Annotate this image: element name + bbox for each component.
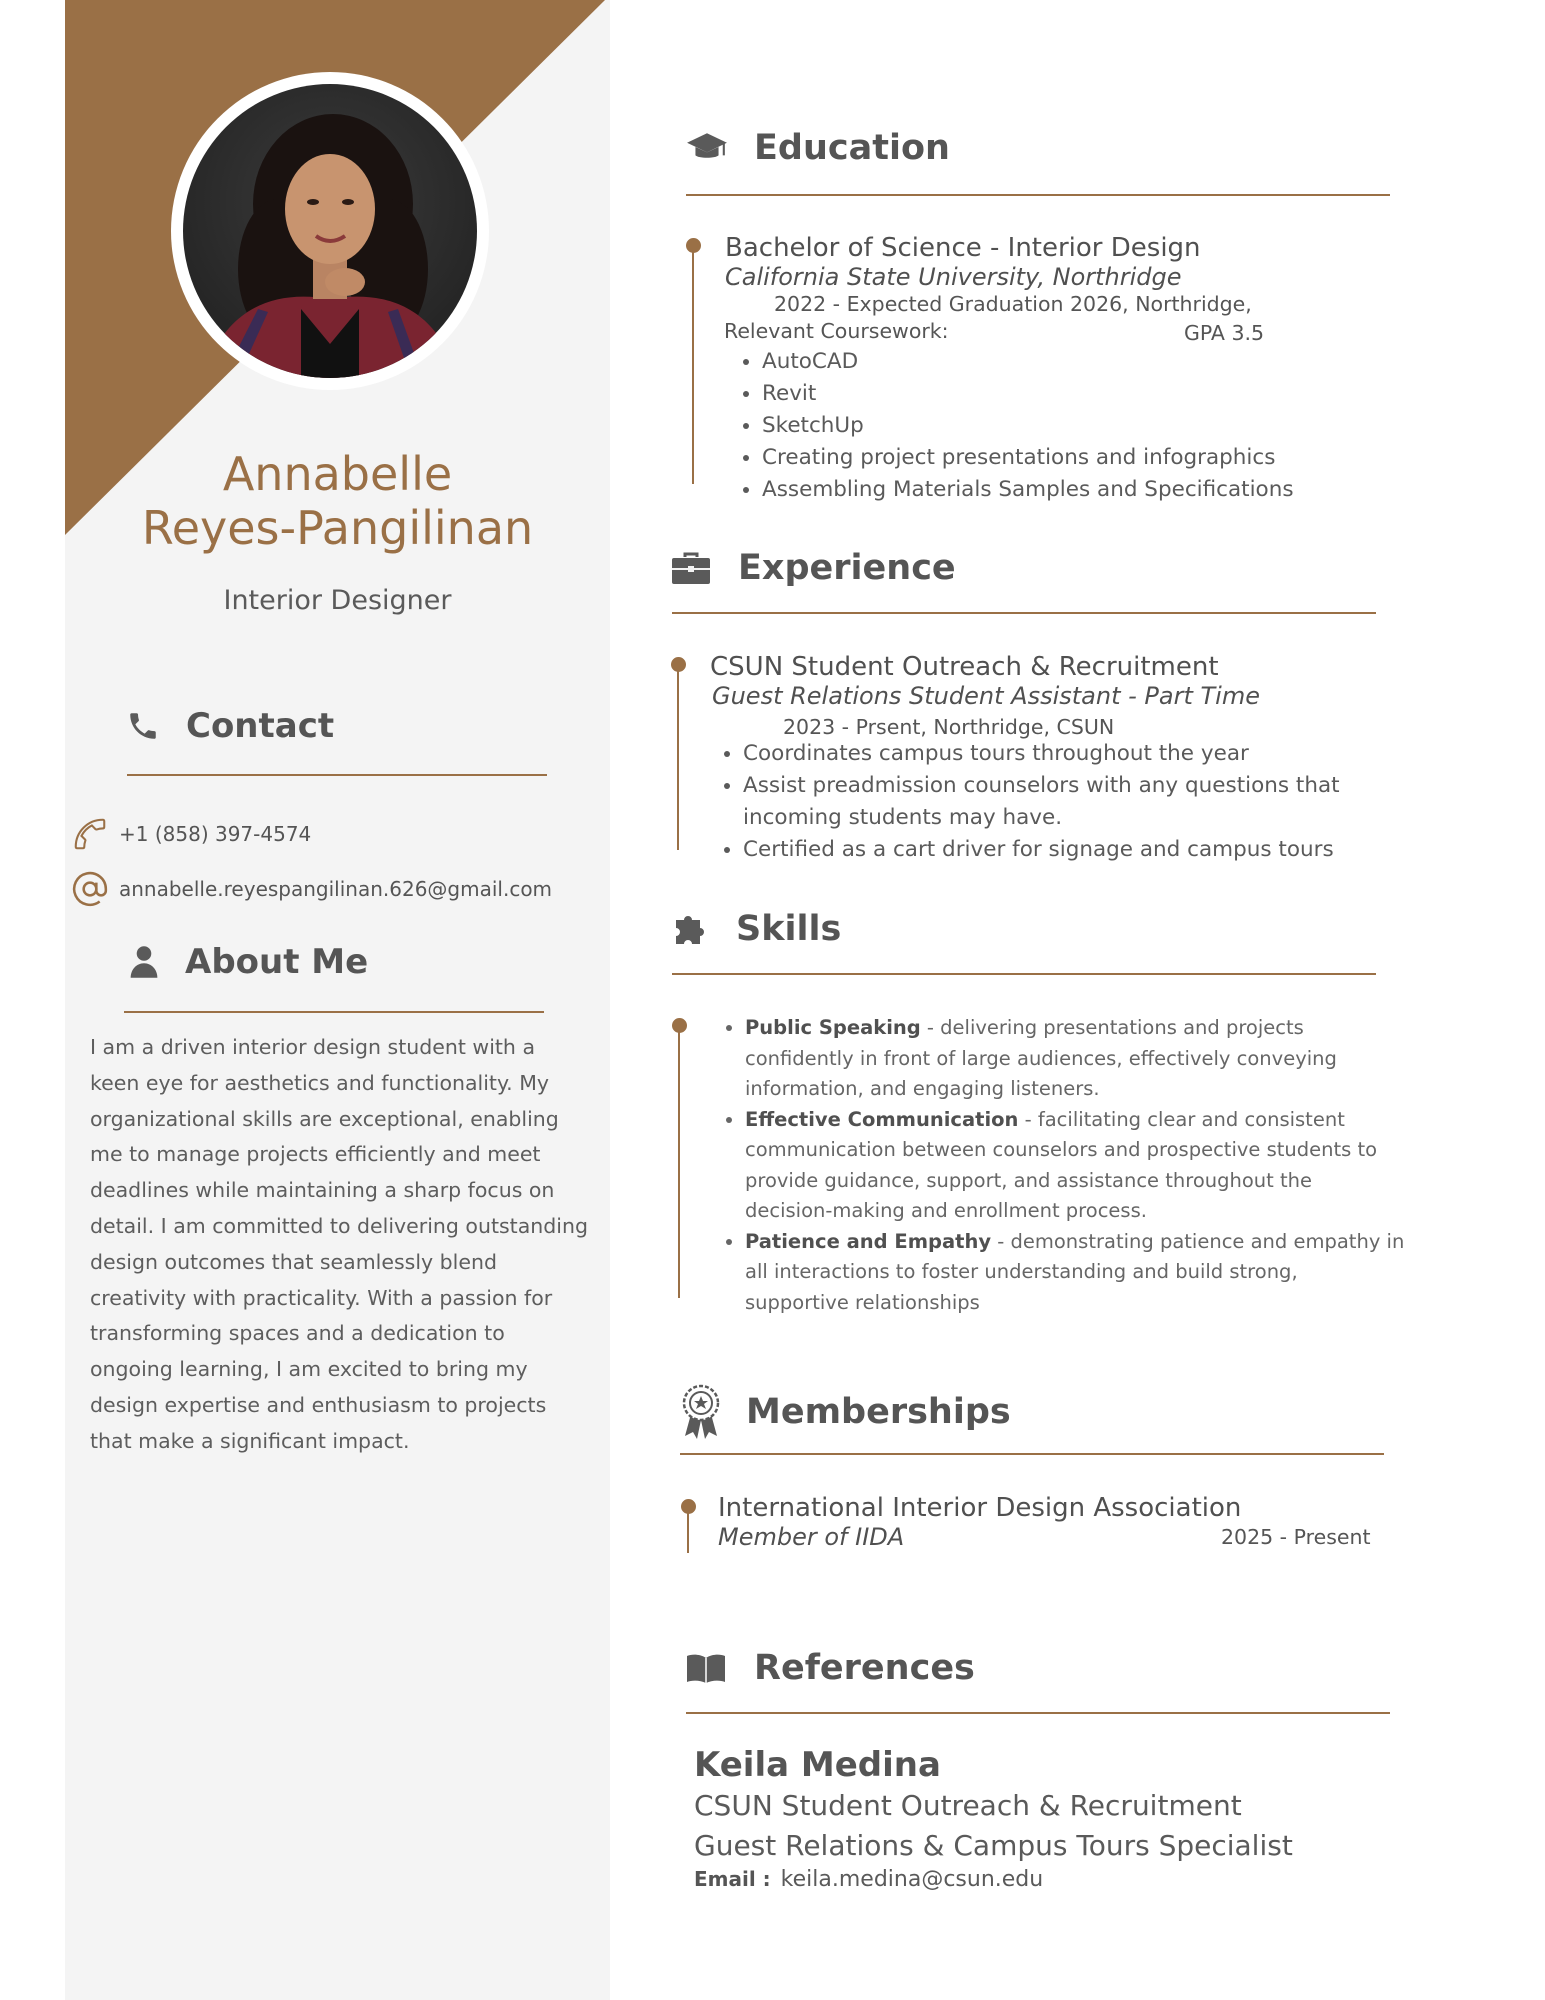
experience-heading-label: Experience	[738, 548, 956, 588]
reference-email-row	[694, 1867, 1043, 1892]
reference-email-label: Email :	[694, 1867, 771, 1891]
list-item: • Coordinates campus tours throughout the year	[743, 738, 1403, 770]
reference-title: Guest Relations & Campus Tours Specialist	[694, 1829, 1293, 1862]
timeline-line	[692, 246, 694, 484]
list-item: • SketchUp	[762, 410, 1294, 442]
references-heading-label: References	[754, 1648, 975, 1688]
list-item: • Creating project presentations and infographics	[762, 442, 1294, 474]
membership-dates: 2025 - Present	[1221, 1525, 1371, 1549]
school-name: California State University, Northridge	[725, 263, 1182, 291]
membership-org: International Interior Design Association	[718, 1493, 1242, 1523]
education-heading-label: Education	[754, 128, 950, 168]
last-name: Reyes-Pangilinan	[141, 501, 534, 555]
skill-description: - demonstrating patience and empathy in all interactions to foster understanding and build strong, supportive relationships	[745, 1229, 1405, 1314]
skills-list	[721, 1013, 1405, 1318]
email-row	[71, 870, 552, 908]
membership-role: Member of IIDA	[718, 1523, 905, 1551]
coursework-list	[736, 346, 1294, 506]
reference-email[interactable]: keila.medina@csun.edu	[780, 1867, 1044, 1892]
puzzle-icon	[672, 912, 714, 946]
memberships-heading-label: Memberships	[746, 1392, 1011, 1432]
list-item: • Certified as a cart driver for signage and campus tours	[743, 834, 1403, 866]
degree-title: Bachelor of Science - Interior Design	[725, 233, 1201, 263]
about-heading	[129, 942, 368, 982]
candidate-name	[65, 447, 610, 555]
experience-title: Guest Relations Student Assistant - Part Time	[712, 682, 1260, 710]
open-book-icon	[686, 1652, 726, 1684]
profile-photo-frame	[171, 72, 489, 390]
skill-item	[745, 1013, 1405, 1105]
skill-item	[745, 1105, 1405, 1227]
timeline-line	[687, 1507, 689, 1553]
about-paragraph: I am a driven interior design student with a keen eye for aesthetics and functionality. My organizational skills are exceptional, enabling me to manage projects efficiently and meet deadlines while maintaining a sharp focus on detail. I am committed to delivering outstanding design outcomes that seamlessly blend creativity with practicality. With a passion for transforming spaces and a dedication to ongoing learning, I am excited to bring my design expertise and enthusiasm to projects that make a significant impact.	[90, 1035, 588, 1453]
skill-name: Public Speaking	[745, 1016, 921, 1039]
timeline-line	[678, 1026, 680, 1298]
skill-description: - facilitating clear and consistent communication between counselors and prospective students to provide guidance, support, and assistance throughout the decision-making and enrollment process.	[745, 1107, 1378, 1222]
timeline-line	[677, 665, 679, 850]
briefcase-icon	[672, 552, 710, 584]
references-divider	[686, 1712, 1390, 1714]
education-divider	[686, 194, 1390, 196]
award-ribbon-icon	[682, 1384, 720, 1440]
list-item: • Assembling Materials Samples and Specifications	[762, 474, 1294, 506]
phone-outline-icon	[71, 815, 109, 853]
gpa: GPA 3.5	[1184, 321, 1265, 345]
skills-heading	[672, 909, 841, 949]
graduation-cap-icon	[686, 131, 728, 165]
skill-name: Effective Communication	[745, 1107, 1019, 1131]
reference-name: Keila Medina	[694, 1745, 941, 1785]
coursework-label: Relevant Coursework:	[724, 319, 949, 343]
list-item: • Revit	[762, 378, 1294, 410]
profile-photo	[183, 84, 477, 378]
experience-divider	[672, 612, 1376, 614]
education-heading	[686, 128, 950, 168]
about-heading-label: About Me	[185, 942, 369, 982]
about-divider	[124, 1011, 544, 1013]
education-dates: 2022 - Expected Graduation 2026, Northridge,	[774, 292, 1252, 316]
list-item: • AutoCAD	[762, 346, 1294, 378]
experience-heading	[672, 548, 956, 588]
at-sign-icon	[71, 870, 109, 908]
user-icon	[129, 945, 159, 979]
memberships-divider	[680, 1453, 1384, 1455]
contact-divider	[127, 774, 547, 776]
experience-bullets	[717, 738, 1403, 866]
skills-heading-label: Skills	[736, 909, 842, 949]
email-address[interactable]: annabelle.reyespangilinan.626@gmail.com	[119, 877, 553, 901]
references-heading	[686, 1648, 975, 1688]
phone-icon	[126, 709, 160, 743]
skill-item	[745, 1227, 1405, 1319]
memberships-heading	[682, 1384, 1011, 1440]
reference-org: CSUN Student Outreach & Recruitment	[694, 1789, 1242, 1822]
experience-org: CSUN Student Outreach & Recruitment	[710, 652, 1219, 682]
phone-number[interactable]: +1 (858) 397-4574	[119, 822, 312, 846]
skill-name: Patience and Empathy	[745, 1229, 992, 1253]
list-item: • Assist preadmission counselors with any questions that incoming students may have.	[743, 770, 1403, 834]
experience-dates: 2023 - Prsent, Northridge, CSUN	[783, 715, 1115, 739]
job-role: Interior Designer	[223, 585, 452, 616]
sidebar	[65, 0, 610, 2000]
contact-heading-label: Contact	[186, 706, 335, 746]
contact-heading	[126, 706, 334, 746]
skill-description: - delivering presentations and projects confidently in front of large audiences, effectively conveying information, and engaging listeners.	[745, 1016, 1337, 1100]
skills-divider	[672, 973, 1376, 975]
phone-row	[71, 815, 311, 853]
first-name: Annabelle	[222, 447, 453, 501]
